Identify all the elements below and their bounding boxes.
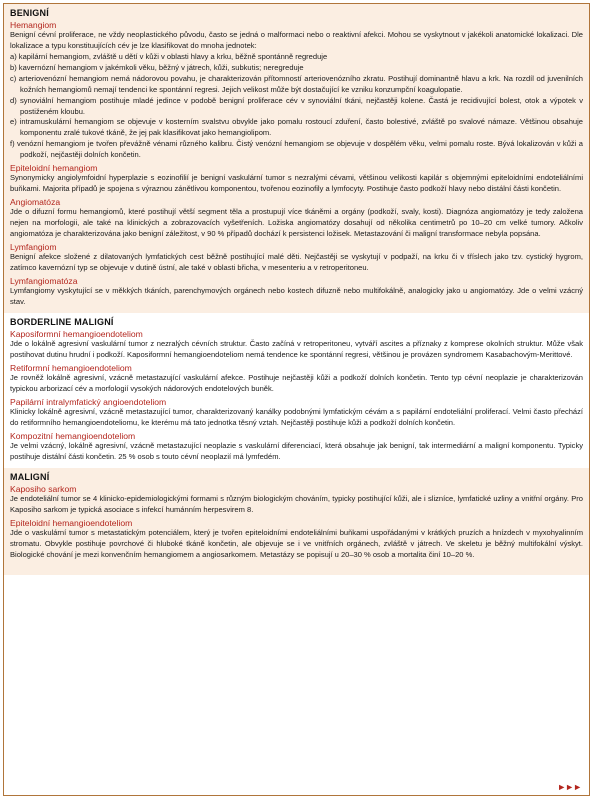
heading-epiteloidni-hemangioendoteliom: Epiteloidní hemangioendoteliom [10, 518, 133, 529]
text-epiteloidni-hemangiom: Synonymicky angiolymfoidní hyperplazie s eozinofilií je benigní vaskulární tumor s nezralými cévami, většinou velikosti kapilár s objemnými epiteloidními endoteliálními buňkami. Majorita případů je spojena s výraznou zánětlivou komponentou, tvořenou eozinofily a lymfocyty. Postihuje často podkoží hlavy nebo distální části končetin. [10, 173, 583, 194]
section-title-malignant: MALIGNÍ [10, 472, 50, 483]
list-item: d) synoviální hemangiom postihuje mladé jedince v podobě benigní proliferace cév v synoviální tkáni, nejčastěji kolene. Častá je recidivující bolest, otok a výpotek v postiženém kloubu. [10, 95, 583, 116]
heading-angiomatoza: Angiomatóza [10, 197, 61, 208]
section-malignant [4, 468, 589, 575]
section-title-borderline: BORDERLINE MALIGNÍ [10, 317, 114, 328]
list-item: f) venózní hemangiom je tvořen převážně vénami různého kalibru. Čistý venózní hemangiom se objevuje v dospělém věku, velmi pomalu roste. Bývá lokalizován v kůži a podkoží, nejčastěji dolních končetin. [10, 139, 583, 160]
text-hemangiom-intro: Benigní cévní proliferace, ne vždy neoplastického původu, často se jedná o malformaci nebo o reaktivní afekci. Mohou se vyskytnout v jakékoli anatomické lokalizaci. Dle lokalizace a typu konstituujících cév je lze klasifikovat do mnoha jednotek: [10, 30, 583, 51]
text-papilarni: Klinicky lokálně agresivní, vzácně metastazující tumor, charakterizovaný kanálky podobnými lymfatickým cévám a s papilární endoteliální proliferací. Velmi často přechází do retiformního hemangioendoteliomu, ke kterému má tato jednotka těsný vztah. Nejčastěji postihuje kůži a podkoží dolních končetin. [10, 407, 583, 428]
text-lymfangiom: Benigní afekce složené z dilatovaných lymfatických cest běžně postihující malé děti. Nejčastěji se vyskytují v podpaží, na krku či v tříslech jako tzv. cystický hygrom, zatímco kavernózní typ se objevuje v dutině ústní, ale také v oblasti břicha, v mesenteriu a v retroperitoneu. [10, 252, 583, 273]
heading-papilarni: Papilární intralymfatický angioendoteliom [10, 397, 167, 408]
section-borderline [4, 313, 589, 468]
heading-kaposiformni: Kaposiformní hemangioendoteliom [10, 329, 143, 340]
heading-kompozitni: Kompozitní hemangioendoteliom [10, 431, 136, 442]
list-item: e) intramuskulární hemangiom se objevuje v kosterním svalstvu obvykle jako pomalu rostoucí zduření, často bolestivé, zvláště po svalové námaze. Většinou obsahuje komponentu zralé tukové tkáně, že jej pak klasifikovat jako hemangiolipom. [10, 117, 583, 138]
list-item: c) arteriovenózní hemangiom nemá nádorovou povahu, je charakterizován přítomností arteriovenózního zkratu. Postihují dominantně hlavu a krk. Na rozdíl od juvenilních kožních hemangiomů nemají tendenci ke spontánní regresi. Jejich velikost může být dostačující ke vzniku konzumpční koagulopatie. [10, 73, 583, 94]
heading-lymfangiom: Lymfangiom [10, 242, 57, 253]
list-item: a) kapilární hemangiom, zvláště u dětí v kůži v oblasti hlavy a krku, běžně spontánně regreduje [10, 52, 328, 62]
list-item: b) kavernózní hemangiom v jakémkoli věku, běžný v játrech, kůži, subkutis; neregreduje [10, 62, 304, 72]
heading-epiteloidni-hemangiom: Epiteloidní hemangiom [10, 163, 98, 174]
text-lymfangiomatoza: Lymfangiomy vyskytující se v měkkých tkáních, parenchymových orgánech nebo kostech difuzně nebo multifokálně, analogicky jako u angiomatózy. Jde o velmi vzácný stav. [10, 286, 583, 307]
heading-kaposi: Kaposiho sarkom [10, 484, 77, 495]
text-retiformni: Je rovněž lokálně agresivní, vzácně metastazující vaskulární afekce. Postihuje nejčastěji kůži a podkoží dolních končetin. Tento typ cévní neoplazie je charakterizován typickou arborizací cév a morfologií vysokých nádorových endotelových buněk. [10, 373, 583, 394]
text-kaposiformni: Jde o lokálně agresivní vaskulární tumor z nezralých cévních struktur. Často začíná v retroperitoneu, vytváří ascites a příznaky z komprese okolních struktur. Může však postihovat dutinu hrudní i podkoží. Kaposiformní hemangioendoteliom nemá tendence ke spontánní regresi, většinou je provázen syndromem Kasabachovým-Merittové. [10, 339, 583, 360]
heading-retiformni: Retiformní hemangioendoteliom [10, 363, 132, 374]
heading-hemangiom: Hemangiom [10, 20, 57, 30]
text-kaposi: Je endoteliální tumor se 4 klinicko-epidemiologickými formami s různým biologickým chováním, typicky postihující kůži, ale i slizníce, lymfatické uzliny a vnitřní orgány. Pro Kaposiho sarkom je typická asociace s infekcí humánním herpesvirem 8. [10, 494, 583, 515]
text-kompozitni: Je velmi vzácný, lokálně agresivní, vzácně metastazující neoplazie s vaskulární diferenciací, která obsahuje jak benigní, tak intermediární a maligní komponentu. Typicky postihuje distální části končetin. 25 % osob s touto cévní neoplazií má lymfedém. [10, 441, 583, 462]
hemangiom-list [10, 52, 583, 161]
text-angiomatoza: Jde o difuzní formu hemangiomů, které postihují větší segment těla a prostupují více tkáněmi a orgány (podkoží, svaly, kosti). Diagnóza angiomatózy je tedy založena nejen na morfologii, ale také na klinických a zobrazovacích vyšetřeních. Ložiska angiomatózy dosahují od několika centimetrů po 10–20 cm velké tumory. Ačkoliv angiomatóza je charakterizována jako benigní záležitost, v 90 % případů dochází k persistenci ložisek. Metastazování či maligní transformace nebyla popsána. [10, 207, 583, 239]
text-epiteloidni-hemangioendoteliom: Jde o vaskulární tumor s metastatickým potenciálem, který je tvořen epiteloidními endoteliálními buňkami uspořádanými v krátkých pruzích a hnízdech v myxohyalinním stromatu. Obvykle postihuje povrchové či hluboké tkáně končetin, ale objevuje se i ve vnitřních orgánech, zvláště v játrech. Ve skeletu je běžný multifokální výskyt. Biologické chování je mezi konvenčním hemangiomem a angiosarkomem. Metastázy se popisují u 20–30 % osob a mortalita činí 10–20 %. [10, 528, 583, 560]
section-benign [4, 4, 589, 313]
continue-arrows-icon: ►►► [557, 782, 581, 792]
info-box [3, 3, 590, 796]
section-title-benign: BENIGNÍ [10, 8, 49, 18]
heading-lymfangiomatoza: Lymfangiomatóza [10, 276, 78, 287]
